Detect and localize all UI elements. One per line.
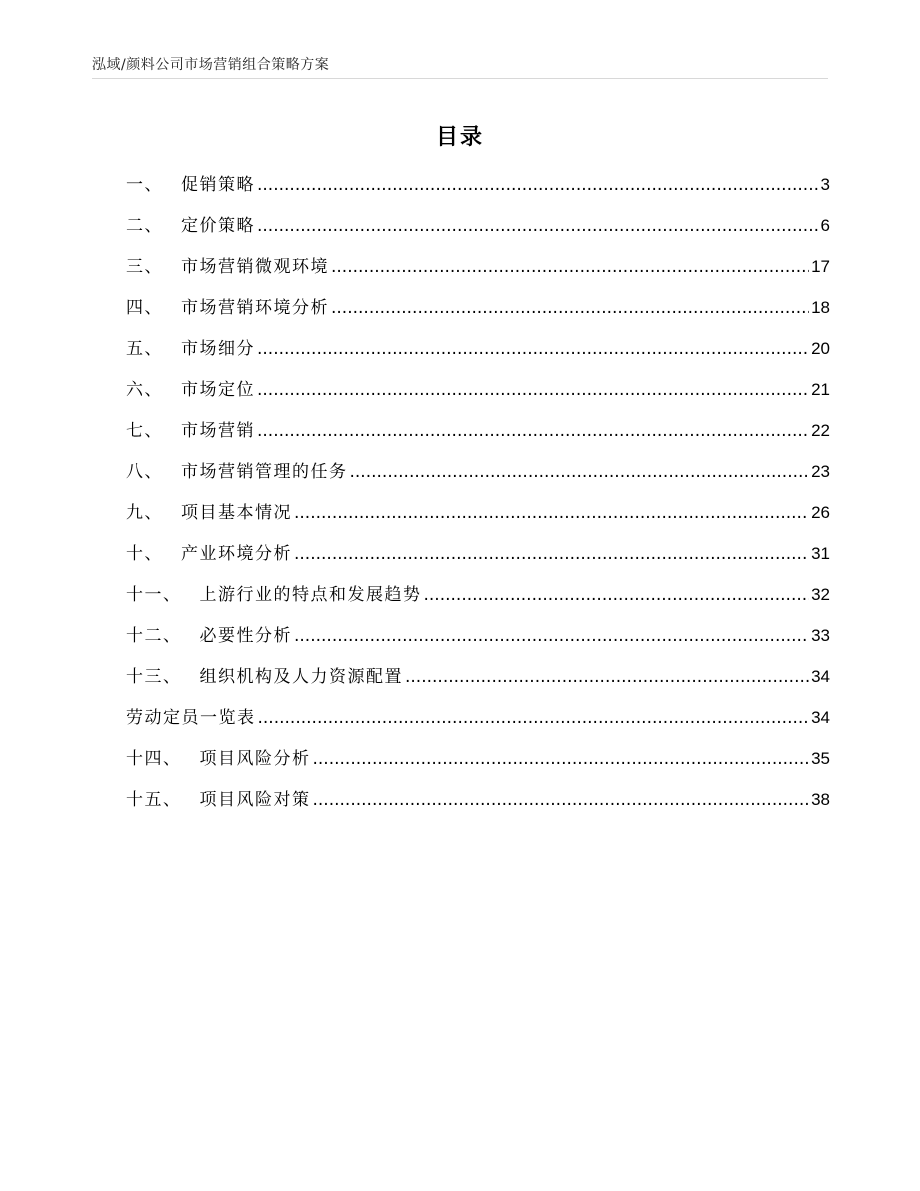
toc-entry-number: 十一、: [126, 585, 182, 605]
toc-entry-page-number: 22: [811, 421, 830, 440]
toc-dot-leader: [294, 503, 809, 523]
toc-entry-title: 市场营销微观环境: [181, 257, 329, 277]
toc-entry-page-number: 6: [820, 216, 830, 235]
toc-entry[interactable]: [126, 621, 830, 662]
toc-entry[interactable]: [126, 293, 830, 334]
toc-entry-page-number: 17: [811, 257, 830, 276]
toc-title: 目录: [435, 125, 484, 150]
toc-entry-number: 十、: [126, 544, 163, 564]
toc-entry-page-number: 18: [811, 298, 830, 317]
toc-entry[interactable]: [126, 211, 830, 252]
toc-entry-number: 一、: [126, 175, 163, 195]
toc-entry-number: 五、: [126, 339, 163, 359]
toc-dot-leader: [257, 380, 809, 400]
toc-dot-leader: [424, 585, 810, 605]
toc-entry-title: 项目风险分析: [199, 749, 311, 769]
toc-entry-page-number: 35: [811, 749, 830, 768]
toc-entry[interactable]: [126, 416, 830, 457]
toc-entry-title: 市场定位: [181, 380, 255, 400]
toc-dot-leader: [258, 708, 810, 728]
toc-dot-leader: [313, 790, 810, 810]
toc-entry-number: 十五、: [126, 790, 182, 810]
toc-entry-page-number: 38: [811, 790, 830, 809]
toc-dot-leader: [313, 749, 810, 769]
toc-entry-title: 市场营销环境分析: [181, 298, 329, 318]
toc-dot-leader: [350, 462, 810, 482]
toc-entry[interactable]: [126, 580, 830, 621]
toc-entry-title: 促销策略: [181, 175, 255, 195]
toc-dot-leader: [257, 216, 819, 236]
toc-entry[interactable]: [126, 334, 830, 375]
toc-entry-number: 九、: [126, 503, 163, 523]
toc-entry-page-number: 23: [811, 462, 830, 481]
toc-entry[interactable]: [126, 744, 830, 785]
toc-entry-number: 十三、: [126, 667, 182, 687]
toc-entry-number: 二、: [126, 216, 163, 236]
toc-dot-leader: [294, 626, 809, 646]
toc-entry-number: 十二、: [126, 626, 182, 646]
toc-entry-title: 产业环境分析: [181, 544, 292, 564]
toc-dot-leader: [294, 544, 809, 564]
toc-entry[interactable]: [126, 539, 830, 580]
running-header: 泓域/颜料公司市场营销组合策略方案: [92, 57, 330, 73]
header-divider: [92, 78, 828, 79]
toc-entry-page-number: 26: [811, 503, 830, 522]
toc-entry[interactable]: [126, 457, 830, 498]
toc-entry-page-number: 20: [811, 339, 830, 358]
toc-entry-page-number: 32: [811, 585, 830, 604]
toc-entry-title: 项目风险对策: [199, 790, 311, 810]
toc-entry-title: 市场细分: [181, 339, 255, 359]
toc-entry[interactable]: [126, 785, 830, 826]
toc-dot-leader: [331, 257, 809, 277]
toc-dot-leader: [257, 339, 809, 359]
toc-entry-title: 上游行业的特点和发展趋势: [199, 585, 422, 605]
toc-entry-page-number: 33: [811, 626, 830, 645]
table-of-contents: [126, 170, 830, 826]
toc-entry-title: 劳动定员一览表: [126, 708, 256, 728]
toc-entry-number: 八、: [126, 462, 163, 482]
toc-entry-title: 必要性分析: [199, 626, 292, 646]
toc-entry-title: 组织机构及人力资源配置: [199, 667, 403, 687]
toc-entry[interactable]: [126, 252, 830, 293]
toc-entry-page-number: 21: [811, 380, 830, 399]
toc-entry[interactable]: [126, 703, 830, 744]
toc-entry-title: 定价策略: [181, 216, 255, 236]
toc-entry-number: 十四、: [126, 749, 182, 769]
toc-entry[interactable]: [126, 170, 830, 211]
toc-dot-leader: [257, 175, 819, 195]
toc-entry[interactable]: [126, 375, 830, 416]
toc-entry-page-number: 3: [820, 175, 830, 194]
toc-entry-number: 四、: [126, 298, 163, 318]
toc-entry[interactable]: [126, 662, 830, 703]
toc-entry-number: 三、: [126, 257, 163, 277]
toc-entry-page-number: 31: [811, 544, 830, 563]
toc-entry-title: 市场营销: [181, 421, 255, 441]
toc-entry[interactable]: [126, 498, 830, 539]
toc-entry-title: 市场营销管理的任务: [181, 462, 348, 482]
toc-entry-page-number: 34: [811, 667, 830, 686]
toc-entry-number: 七、: [126, 421, 163, 441]
toc-entry-page-number: 34: [811, 708, 830, 727]
toc-dot-leader: [405, 667, 809, 687]
toc-entry-number: 六、: [126, 380, 163, 400]
toc-dot-leader: [257, 421, 809, 441]
toc-dot-leader: [331, 298, 809, 318]
toc-entry-title: 项目基本情况: [181, 503, 292, 523]
